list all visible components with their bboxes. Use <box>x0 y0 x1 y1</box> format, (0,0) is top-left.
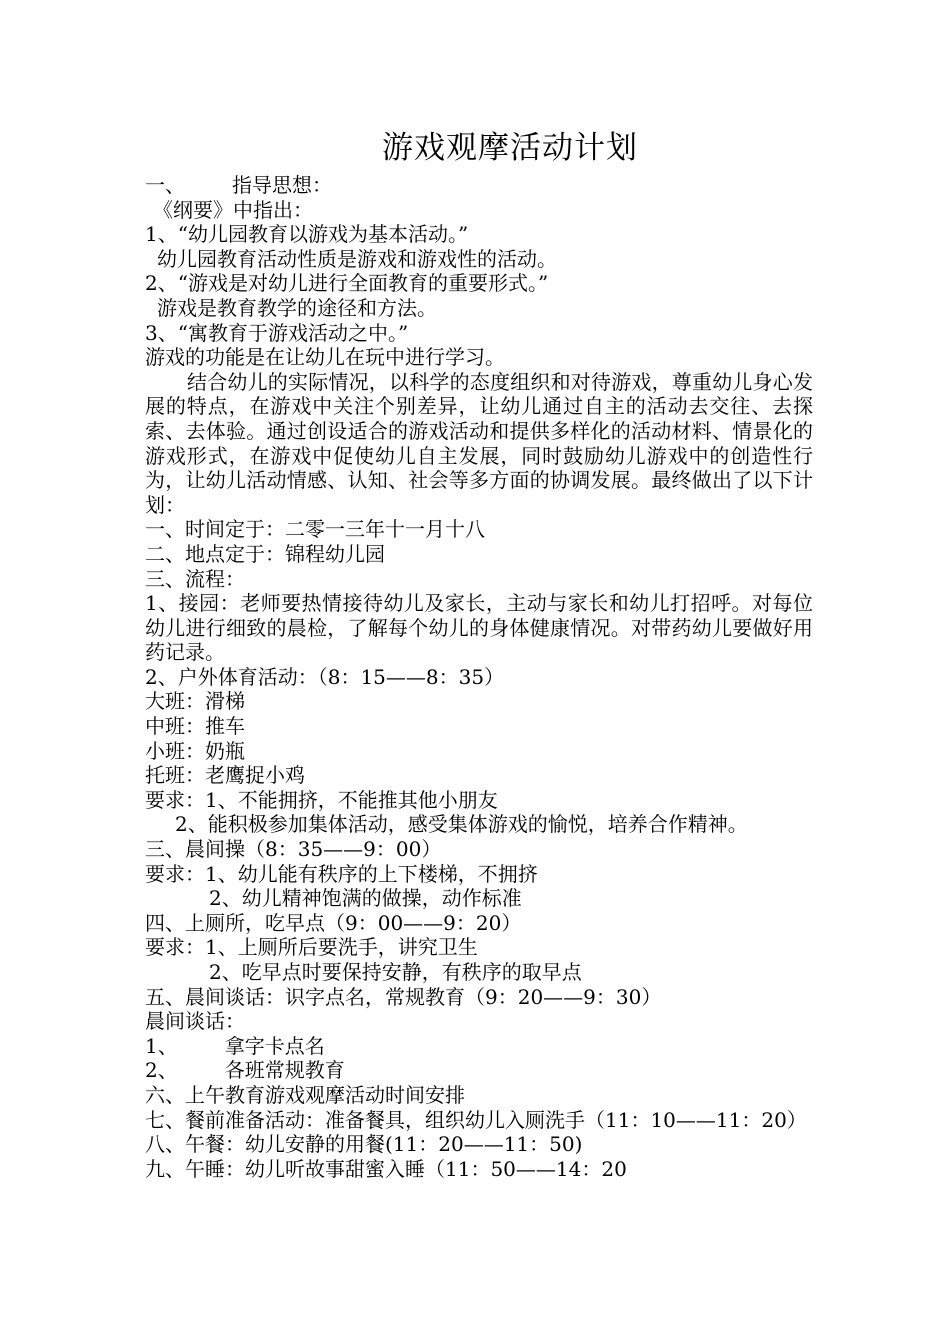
text-line: 1、“幼儿园教育以游戏为基本活动。” <box>145 222 469 247</box>
text-line: 七、餐前准备活动：准备餐具，组织幼儿入厕洗手（11：10——11：20） <box>145 1107 807 1132</box>
section-heading-guiding-thought <box>145 173 813 198</box>
text-line: 三、晨间操（8：35——9：00） <box>145 837 442 862</box>
text-line: 三、流程： <box>145 566 245 591</box>
intro-paragraph: 结合幼儿的实际情况，以科学的态度组织和对待游戏，尊重幼儿身心发展的特点，在游戏中关注个别差异，让幼儿通过自主的活动去交往、去探索、去体验。通过创设适合的游戏活动和提供多样化的活动材料、情景化的游戏形式，在游戏中促使幼儿自主发展，同时鼓励幼儿游戏中的创造性行为，让幼儿活动情感、认知、社会等多方面的协调发展。最终做出了以下计划： <box>145 369 813 517</box>
document-body <box>145 173 813 1181</box>
text-line: 晨间谈话： <box>145 1009 245 1034</box>
item-number: 1、 <box>145 1033 178 1058</box>
text-line: 游戏是教育教学的途径和方法。 <box>157 295 437 320</box>
text-line: 2、能积极参加集体活动，感受集体游戏的愉悦，培养合作精神。 <box>175 812 748 837</box>
text-line: 六、上午教育游戏观摩活动时间安排 <box>145 1082 465 1107</box>
section-number: 一、 <box>145 173 185 197</box>
text-line: 八、午餐：幼儿安静的用餐(11：20——11：50) <box>145 1132 583 1157</box>
section-title: 指导思想： <box>232 173 332 197</box>
text-line: 中班：推车 <box>145 714 245 739</box>
text-line: 四、上厕所，吃早点（9：00——9：20） <box>145 910 522 935</box>
item-text: 各班常规教育 <box>224 1058 345 1083</box>
numbered-item <box>145 1058 813 1083</box>
text-line: 2、幼儿精神饱满的做操，动作标准 <box>209 886 522 911</box>
text-line: 一、时间定于：二零一三年十一月十八 <box>145 517 485 542</box>
text-line: 幼儿园教育活动性质是游戏和游戏性的活动。 <box>157 246 557 271</box>
text-line: 五、晨间谈话：识字点名，常规教育（9：20——9：30） <box>145 984 662 1009</box>
text-line: 大班：滑梯 <box>145 689 245 714</box>
text-line: 要求：1、上厕所后要洗手，讲究卫生 <box>145 935 478 960</box>
numbered-item <box>145 1034 813 1059</box>
text-line: 2、“游戏是对幼儿进行全面教育的重要形式。” <box>145 271 549 296</box>
text-line: 托班：老鹰捉小鸡 <box>145 763 305 788</box>
text-line: 二、地点定于：锦程幼儿园 <box>145 541 385 566</box>
text-line: 《纲要》中指出： <box>153 197 313 222</box>
document-title: 游戏观摩活动计划 <box>382 130 638 166</box>
text-line: 游戏的功能是在让幼儿在玩中进行学习。 <box>145 345 505 370</box>
item-number: 2、 <box>145 1058 178 1083</box>
text-line: 3、“寓教育于游戏活动之中。” <box>145 320 409 345</box>
text-line: 九、午睡：幼儿听故事甜蜜入睡（11：50——14：20 <box>145 1156 627 1181</box>
text-line: 小班：奶瓶 <box>145 738 245 763</box>
item-text: 拿字卡点名 <box>224 1033 325 1058</box>
text-line: 2、户外体育活动：（8：15——8：35） <box>145 664 505 689</box>
text-line: 要求：1、不能拥挤，不能推其他小朋友 <box>145 787 498 812</box>
arrival-paragraph: 1、接园：老师要热情接待幼儿及家长，主动与家长和幼儿打招呼。对每位幼儿进行细致的晨检，了解每个幼儿的身体健康情况。对带药幼儿要做好用药记录。 <box>145 591 813 665</box>
text-line: 2、吃早点时要保持安静，有秩序的取早点 <box>209 960 582 984</box>
text-line: 要求：1、幼儿能有秩序的上下楼梯，不拥挤 <box>145 861 538 886</box>
